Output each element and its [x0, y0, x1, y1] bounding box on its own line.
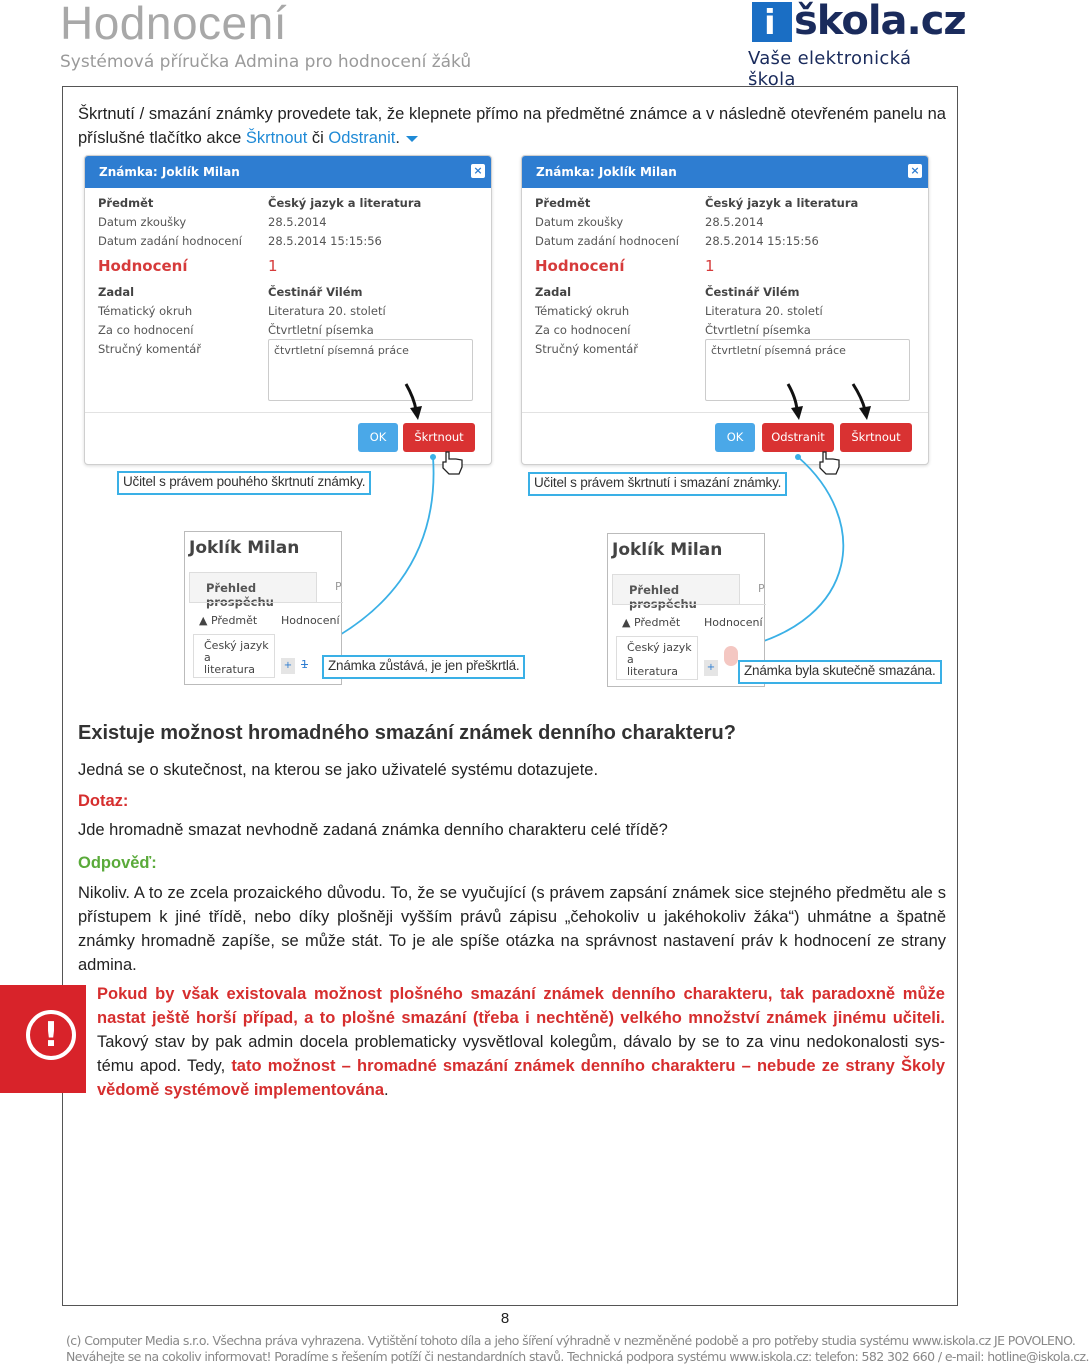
column-grade[interactable]: Hodnocení — [281, 614, 340, 627]
intro-text-mid: či — [307, 129, 329, 147]
teacher-value: Čestinář Vilém — [268, 285, 363, 299]
struck-grade[interactable]: 1 — [301, 658, 308, 671]
tab-divider — [189, 602, 343, 603]
down-arrow-icon — [406, 384, 422, 420]
topic-label: Tématický okruh — [98, 304, 193, 318]
comment-textarea[interactable]: čtvrtletní písemná práce — [705, 339, 910, 401]
alert-normal-text: Takový stav by pak admin docela problematicky vysvětloval kolegům, dávalo by se to za vinu nedokonalosti systému apod. Tedy, — [97, 1033, 945, 1075]
logo-tagline: Vaše elektronická škola — [748, 48, 912, 90]
subject-label: Předmět — [98, 196, 154, 210]
page-number: 8 — [500, 1310, 510, 1327]
alert-bar — [0, 985, 86, 1093]
subject-line: literatura — [204, 663, 256, 676]
tab-next[interactable]: P — [335, 580, 342, 593]
reason-label: Za co hodnocení — [535, 323, 631, 337]
warning-text: Pokud by však existovala možnost plošného smazání známek denního charakteru, tak paradoxně může nastat ještě horší případ, a to plošné smazání (třeba i nechtěně) velkého množství známek jinému učiteli. — [97, 985, 945, 1027]
delete-button[interactable]: Odstranit — [762, 423, 834, 452]
teacher-value: Čestinář Vilém — [705, 285, 800, 299]
subject-line: Český jazyk a — [204, 639, 269, 664]
strike-button[interactable]: Škrtnout — [403, 423, 475, 452]
logo-brand: škola.cz — [794, 0, 966, 44]
subject-value: Český jazyk a literatura — [705, 196, 859, 210]
question-label: Dotaz: — [78, 792, 129, 810]
subject-cell — [616, 636, 698, 680]
warning-text: tato možnost – hromadné smazání známek denního charakteru – nebude ze strany Školy vědomě systémově implementována — [97, 1057, 946, 1099]
hand-cursor-icon — [820, 452, 839, 474]
answer-text: Nikoliv. A to ze zcela prozaického důvodu. To, že se vyučující (s právem zapsání známek sice stejného předmětu ale s přístupem k jiné třídě, nebo díky plošněji vyšším právů zápisu „čehokoliv u jakéhokoliv žáka“) uhmátne a špatně známky hromadně zapíše, se může stát. To je ale spíše otázka na správnost nastavení práv k hodnocení ze strany admina. — [78, 884, 946, 974]
question-text: Jde hromadně smazat nevhodně zadaná známka denního charakteru celé třídě? — [78, 821, 668, 839]
reason-value: Čtvrtletní písemka — [268, 323, 374, 337]
footer-support: Neváhejte se na cokoliv informovat! Poradíme s řešením potíží či nestandardních stavů. Technická podpora systému www.iskola.cz: telefon: 582 302 660 / e-mail: hotline@iskola.cz. — [66, 1349, 1089, 1364]
deleted-grade-marker — [724, 646, 738, 666]
faq-heading: Existuje možnost hromadného smazání známek denního charakteru? — [78, 722, 736, 744]
tab-grade-overview[interactable]: Přehled prospěchu — [612, 574, 740, 604]
down-arrow-icon — [788, 384, 803, 420]
alert-text — [97, 982, 945, 1102]
subject-line: Český jazyk a — [627, 641, 692, 666]
comment-label: Stručný komentář — [535, 342, 639, 356]
teacher-label: Zadal — [98, 285, 135, 299]
reason-value: Čtvrtletní písemka — [705, 323, 811, 337]
exam-date-label: Datum zkoušky — [98, 215, 187, 229]
tab-grade-overview[interactable]: Přehled prospěchu — [189, 572, 317, 602]
caption-right-role: Učitel s právem škrtnutí i smazání známky. — [528, 472, 787, 496]
comment-label: Stručný komentář — [98, 342, 202, 356]
entry-date-value: 28.5.2014 15:15:56 — [268, 234, 382, 248]
caption-left-role: Učitel s právem pouhého škrtnutí známky. — [117, 471, 371, 495]
ok-button[interactable]: OK — [715, 423, 755, 452]
grade-value: 1 — [705, 257, 715, 275]
down-arrow-icon — [853, 384, 871, 420]
exam-date-value: 28.5.2014 — [268, 215, 327, 229]
column-subject[interactable]: ▲ Předmět — [199, 614, 258, 627]
subject-label: Předmět — [535, 196, 591, 210]
topic-value: Literatura 20. století — [268, 304, 386, 318]
page-subtitle: Systémová příručka Admina pro hodnocení žáků — [60, 52, 472, 72]
column-subject[interactable]: ▲ Předmět — [622, 616, 681, 629]
topic-label: Tématický okruh — [535, 304, 630, 318]
entry-date-label: Datum zadání hodnocení — [98, 234, 242, 248]
faq-intro: Jedná se o skutečnost, na kterou se jako uživatelé systému dotazujete. — [78, 761, 599, 779]
dialog-title: Známka: Joklík Milan — [536, 165, 677, 179]
tab-next[interactable]: P — [758, 582, 765, 595]
student-name: Joklík Milan — [612, 540, 723, 560]
add-grade-button[interactable]: + — [281, 658, 295, 674]
exam-date-value: 28.5.2014 — [705, 215, 764, 229]
warning-icon: ! — [26, 1010, 76, 1060]
ok-button[interactable]: OK — [358, 423, 398, 452]
student-name: Joklík Milan — [189, 538, 300, 558]
reason-label: Za co hodnocení — [98, 323, 194, 337]
footer-copyright: (c) Computer Media s.r.o. Všechna práva vyhrazena. Vytištění tohoto díla a jeho šíření výhradně v nezměněné podobě a pro potřeby studia systému www.iskola.cz JE POVOLENO. — [66, 1333, 1076, 1348]
annotation-arrows — [0, 0, 960, 700]
grade-value: 1 — [268, 257, 278, 275]
exam-date-label: Datum zkoušky — [535, 215, 624, 229]
subject-cell — [193, 634, 275, 678]
caption-right-result: Známka byla skutečně smazána. — [738, 660, 942, 684]
teacher-label: Zadal — [535, 285, 572, 299]
comment-textarea[interactable]: čtvrtletní písemná práce — [268, 339, 473, 401]
entry-date-label: Datum zadání hodnocení — [535, 234, 679, 248]
tab-divider — [612, 604, 766, 605]
subject-value: Český jazyk a literatura — [268, 196, 422, 210]
column-grade[interactable]: Hodnocení — [704, 616, 763, 629]
close-icon[interactable]: × — [471, 164, 485, 178]
dialog-title: Známka: Joklík Milan — [99, 165, 240, 179]
student-panel-struck — [184, 531, 342, 685]
alert-end: . — [384, 1081, 389, 1099]
grade-label: Hodnocení — [535, 257, 625, 275]
topic-value: Literatura 20. století — [705, 304, 823, 318]
page-title: Hodnocení — [60, 0, 287, 49]
delete-link[interactable]: Odstranit — [328, 129, 396, 147]
close-icon[interactable]: × — [908, 164, 922, 178]
strike-button[interactable]: Škrtnout — [840, 423, 912, 452]
strike-link[interactable]: Škrtnout — [245, 129, 308, 147]
hand-cursor-icon — [443, 452, 462, 474]
answer-label: Odpověď: — [78, 854, 157, 872]
add-grade-button[interactable]: + — [704, 660, 718, 676]
entry-date-value: 28.5.2014 15:15:56 — [705, 234, 819, 248]
caption-left-result: Známka zůstává, je jen přeškrtlá. — [322, 655, 525, 679]
logo-mark-icon: i — [752, 2, 792, 42]
grade-label: Hodnocení — [98, 257, 188, 275]
subject-line: literatura — [627, 665, 679, 678]
intro-text: Škrtnutí / smazání známky provedete tak, že klepnete přímo na předmětné známce a v následně otevřeném panelu na příslušné tlačítko akce — [78, 105, 946, 147]
intro-text-end: . — [395, 129, 400, 147]
